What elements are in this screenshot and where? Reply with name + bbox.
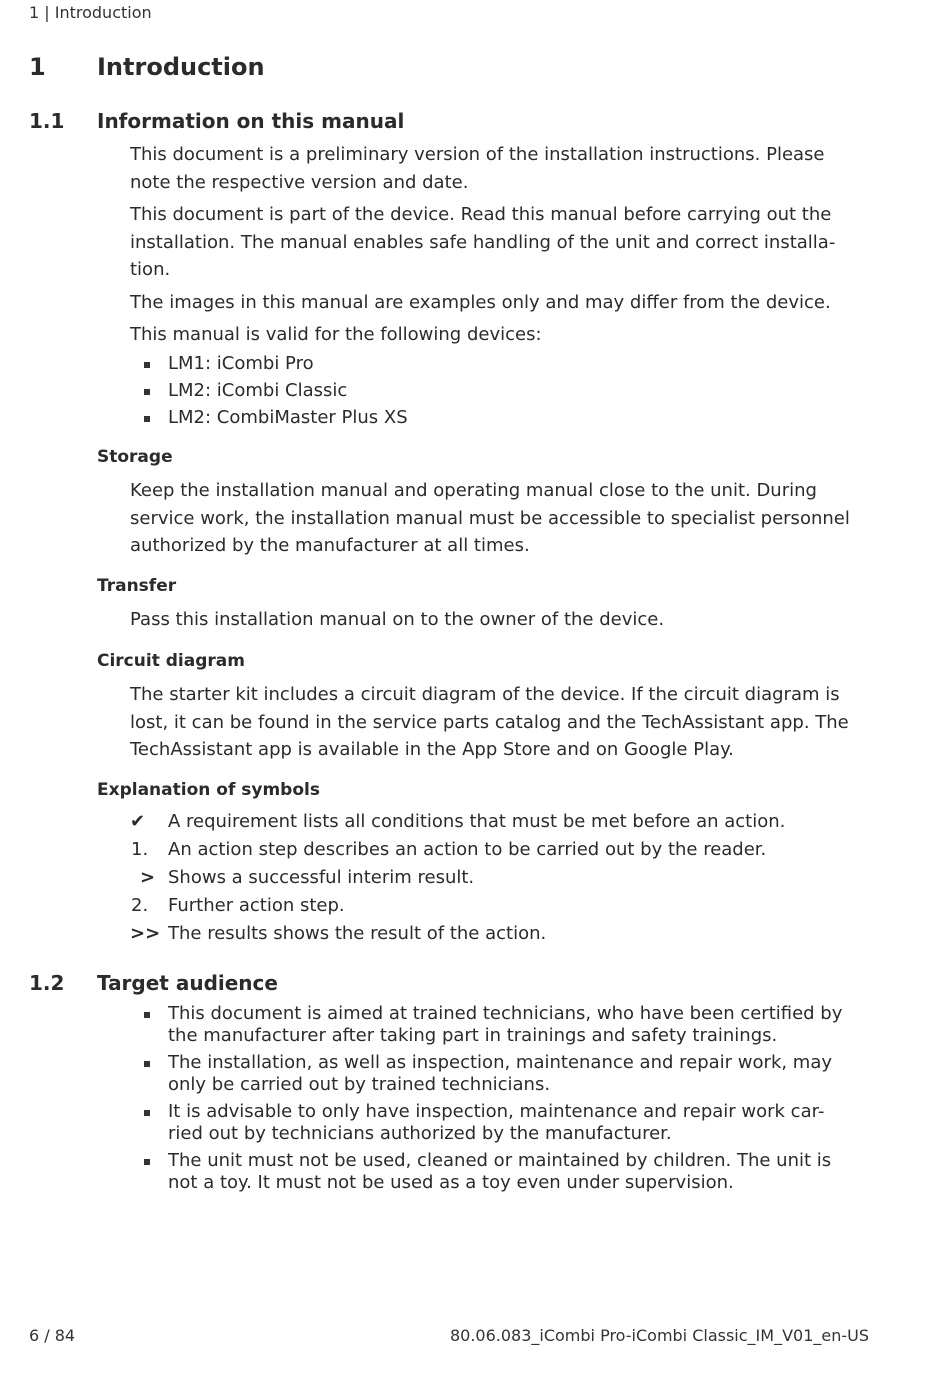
step-number: 2. — [131, 895, 149, 916]
result-icon: >> — [130, 923, 161, 944]
bullet-icon — [144, 389, 150, 395]
symbol-result-text: The results shows the result of the action. — [168, 923, 547, 944]
subheading-storage: Storage — [97, 447, 173, 467]
symbol-further-step-text: Further action step. — [168, 895, 345, 916]
chapter-number: 1 — [29, 53, 46, 81]
page-number: 6 / 84 — [29, 1326, 76, 1345]
subheading-symbols: Explanation of symbols — [97, 780, 320, 800]
bullet-icon — [144, 1012, 150, 1018]
checkmark-icon: ✔ — [130, 811, 146, 832]
symbol-action-step-text: An action step describes an action to be carried out by the reader. — [168, 839, 767, 860]
subheading-circuit-diagram: Circuit diagram — [97, 651, 245, 671]
bullet-icon — [144, 1159, 150, 1165]
bullet-icon — [144, 416, 150, 422]
bullet-icon — [144, 1061, 150, 1067]
document-id: 80.06.083_iCombi Pro-iCombi Classic_IM_V01_en-US — [449, 1326, 869, 1345]
chapter-title: Introduction — [97, 53, 265, 81]
paragraph-transfer: Pass this installation manual on to the owner of the device. — [130, 609, 665, 630]
section-number-1-2: 1.2 — [29, 971, 65, 995]
device-item: LM2: iCombi Classic — [168, 380, 348, 401]
section-title-1-1: Information on this manual — [97, 109, 405, 133]
paragraph-storage: Keep the installation manual and operating manual close to the unit. During service work, the installation manual must be accessible to specialist personnel authorized by the manufacturer at all times. — [130, 480, 850, 556]
bullet-icon — [144, 1110, 150, 1116]
section-title-1-2: Target audience — [97, 971, 278, 995]
audience-item: It is advisable to only have inspection, maintenance and repair work car- ried out by technicians authorized by the manufacturer. — [168, 1101, 825, 1144]
paragraph-part-of-device: This document is part of the device. Read this manual before carrying out the installation. The manual enables safe handling of the unit and correct installa- tion. — [130, 204, 836, 280]
section-number-1-1: 1.1 — [29, 109, 65, 133]
paragraph-images: The images in this manual are examples only and may differ from the device. — [130, 292, 831, 313]
bullet-icon — [144, 362, 150, 368]
device-item: LM1: iCombi Pro — [168, 353, 314, 374]
step-number: 1. — [131, 839, 149, 860]
paragraph-preliminary: This document is a preliminary version of the installation instructions. Please note the respective version and date. — [130, 144, 825, 193]
audience-item: The unit must not be used, cleaned or maintained by children. The unit is not a toy. It must not be used as a toy even under supervision. — [168, 1150, 832, 1193]
device-item: LM2: CombiMaster Plus XS — [168, 407, 408, 428]
interim-result-icon: > — [140, 867, 156, 888]
running-head: 1 | Introduction — [29, 3, 152, 22]
subheading-transfer: Transfer — [97, 576, 177, 596]
symbol-interim-result-text: Shows a successful interim result. — [168, 867, 475, 888]
audience-item: The installation, as well as inspection, maintenance and repair work, may only be carried out by trained technicians. — [168, 1052, 833, 1095]
symbol-requirement-text: A requirement lists all conditions that must be met before an action. — [168, 811, 786, 832]
paragraph-circuit-diagram: The starter kit includes a circuit diagram of the device. If the circuit diagram is lost, it can be found in the service parts catalog and the TechAssistant app. The TechAssistant app is available in the App Store and on Google Play. — [130, 684, 849, 760]
paragraph-valid-devices: This manual is valid for the following devices: — [130, 324, 542, 345]
audience-item: This document is aimed at trained technicians, who have been certified by the manufacturer after taking part in trainings and safety trainings. — [168, 1003, 843, 1046]
